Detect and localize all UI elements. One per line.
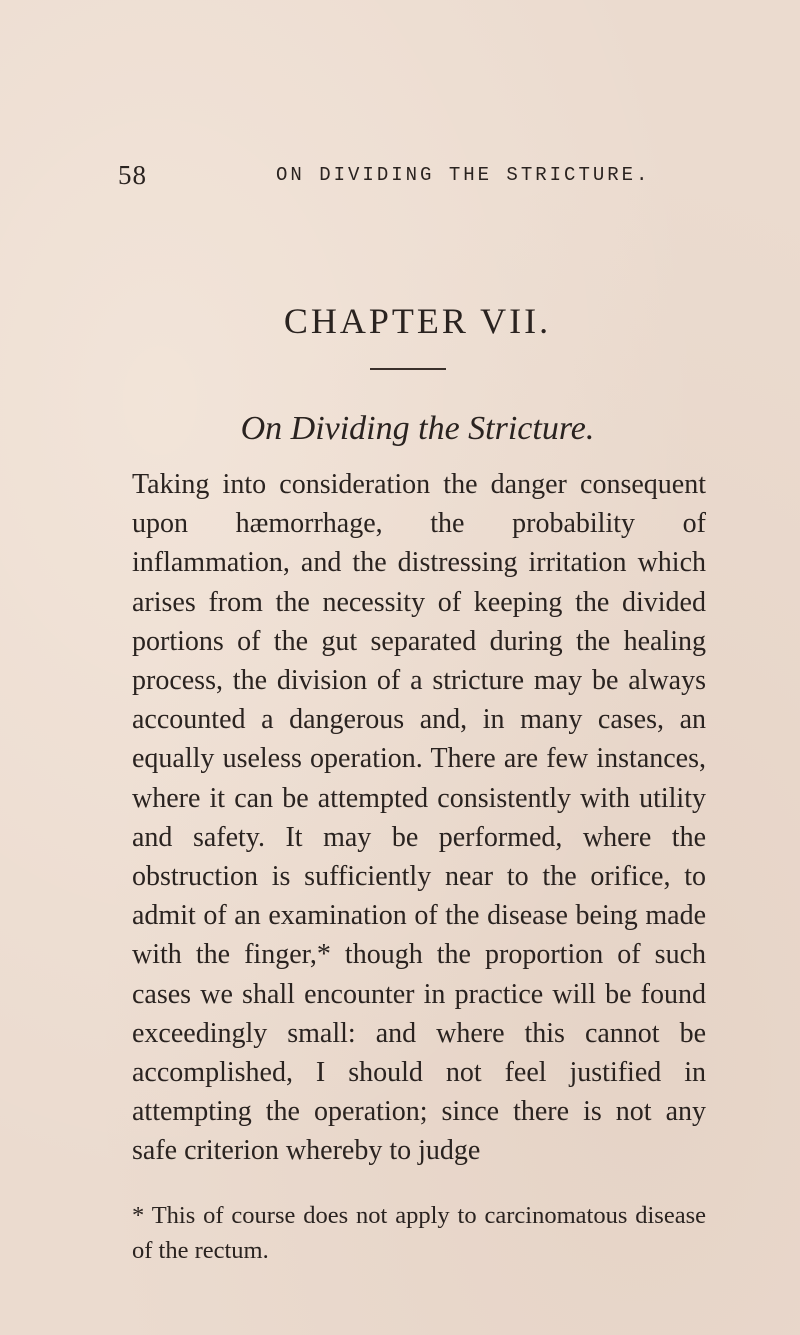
chapter-title: CHAPTER VII.	[283, 301, 552, 341]
page-header	[118, 160, 718, 200]
title-rule	[370, 368, 446, 370]
page-number: 58	[118, 160, 147, 190]
running-head: ON DIVIDING THE STRICTURE.	[276, 164, 651, 186]
chapter-subtitle: On Dividing the Stricture.	[240, 410, 595, 447]
footnote: * This of course does not apply to carcinomatous disease of the rectum.	[132, 1202, 706, 1264]
body-paragraph: Taking into consideration the danger consequent upon hæmorrhage, the probability of inflammation, and the distressing irritation which arises from the necessity of keeping the divided portions of the gut separated during the healing process, the division of a stricture may be always accounted a dangerous and, in many cases, an equally useless operation. There are few instances, where it can be attempted consistently with utility and safety. It may be performed, where the obstruction is sufficiently near to the orifice, to admit of an examination of the disease being made with the finger,* though the proportion of such cases we shall encounter in practice will be found exceedingly small: and where this cannot be accomplished, I should not feel justified in attempting the operation; since there is not any safe criterion whereby to judge	[132, 469, 706, 1167]
